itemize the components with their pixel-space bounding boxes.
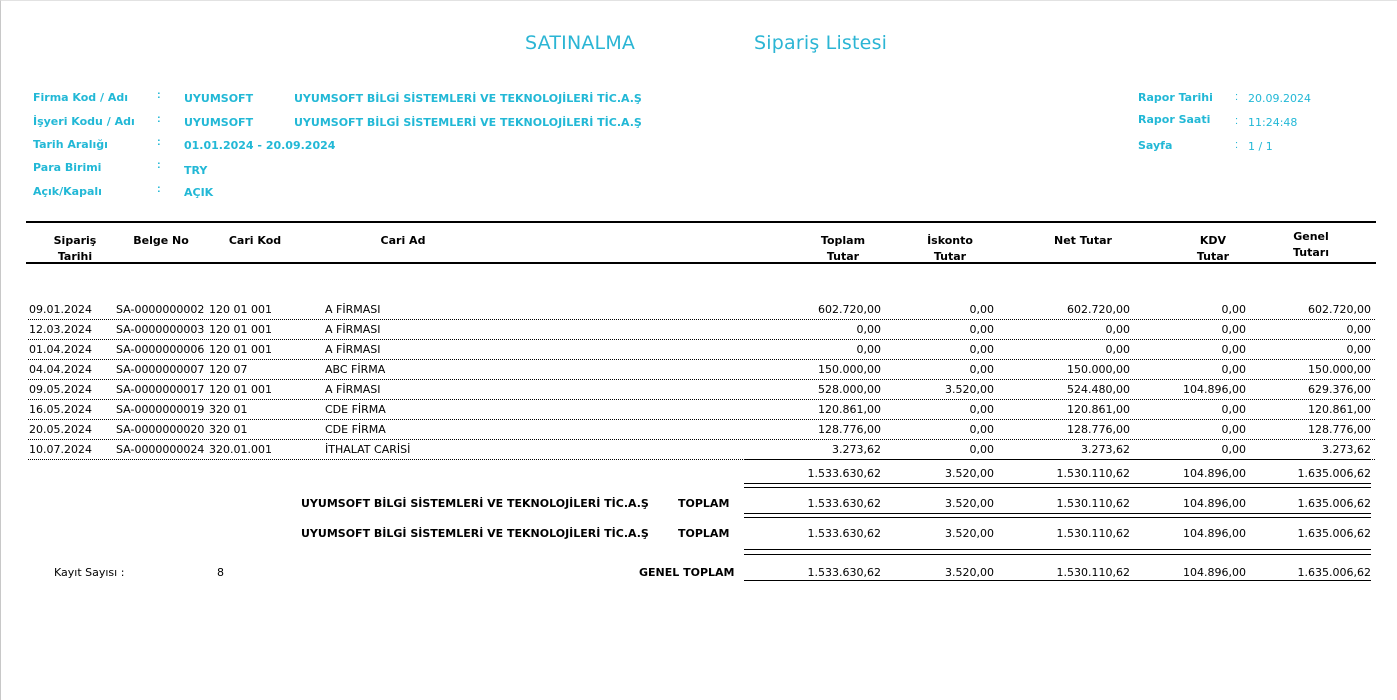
cell-grand: 128.776,00 bbox=[1308, 423, 1371, 436]
workplace-name: UYUMSOFT BİLGİ SİSTEMLERİ VE TEKNOLOJİLERİ TİC.A.Ş bbox=[294, 116, 642, 129]
table-row bbox=[28, 419, 1375, 440]
workplace-total-total: 1.533.630,62 bbox=[807, 527, 881, 540]
cell-code: 120 01 001 bbox=[209, 323, 272, 336]
colon: : bbox=[157, 136, 161, 148]
cell-disc: 0,00 bbox=[969, 323, 994, 336]
status-label: Açık/Kapalı bbox=[33, 185, 102, 198]
colon: : bbox=[157, 89, 161, 101]
company-total-discount: 3.520,00 bbox=[945, 497, 994, 510]
colon: : bbox=[157, 183, 161, 195]
cell-grand: 602.720,00 bbox=[1308, 303, 1371, 316]
cell-doc: SA-0000000020 bbox=[116, 423, 205, 436]
cell-grand: 0,00 bbox=[1346, 323, 1371, 336]
cell-net: 128.776,00 bbox=[1067, 423, 1130, 436]
cell-name: CDE FİRMA bbox=[325, 403, 386, 416]
cell-name: A FİRMASI bbox=[325, 343, 381, 356]
cell-code: 320 01 bbox=[209, 403, 248, 416]
col-discount-line2: Tutar bbox=[933, 250, 967, 263]
cell-code: 120 01 001 bbox=[209, 343, 272, 356]
colon: : bbox=[1235, 115, 1239, 127]
col-kdv-line2: Tutar bbox=[1196, 250, 1230, 263]
subtotal-total: 1.533.630,62 bbox=[807, 467, 881, 480]
cell-code: 120 07 bbox=[209, 363, 248, 376]
cell-doc: SA-0000000007 bbox=[116, 363, 205, 376]
cell-net: 150.000,00 bbox=[1067, 363, 1130, 376]
colon: : bbox=[157, 159, 161, 171]
company-total-grand: 1.635.006,62 bbox=[1297, 497, 1371, 510]
header-bottom-rule bbox=[26, 262, 1376, 264]
colon: : bbox=[1235, 139, 1239, 151]
cell-doc: SA-0000000002 bbox=[116, 303, 205, 316]
cell-net: 3.273,62 bbox=[1081, 443, 1130, 456]
col-discount-line1: İskonto bbox=[927, 234, 973, 247]
cell-kdv: 0,00 bbox=[1221, 323, 1246, 336]
company-total-label: TOPLAM bbox=[678, 497, 730, 510]
cell-date: 20.05.2024 bbox=[29, 423, 92, 436]
company-label: Firma Kod / Adı bbox=[33, 91, 129, 104]
cell-date: 01.04.2024 bbox=[29, 343, 92, 356]
record-count-label: Kayıt Sayısı : bbox=[54, 566, 125, 579]
table-row bbox=[28, 299, 1375, 320]
rule bbox=[744, 554, 1371, 555]
cell-doc: SA-0000000006 bbox=[116, 343, 205, 356]
col-order-date-line1: Sipariş bbox=[53, 234, 97, 247]
cell-total: 120.861,00 bbox=[818, 403, 881, 416]
subtotal-net: 1.530.110,62 bbox=[1056, 467, 1130, 480]
grand-total-label: GENEL TOPLAM bbox=[639, 566, 735, 579]
subtotal-grand: 1.635.006,62 bbox=[1297, 467, 1371, 480]
workplace-total-kdv: 104.896,00 bbox=[1183, 527, 1246, 540]
cell-total: 602.720,00 bbox=[818, 303, 881, 316]
date-range-label: Tarih Aralığı bbox=[33, 138, 108, 151]
cell-disc: 0,00 bbox=[969, 423, 994, 436]
cell-grand: 3.273,62 bbox=[1322, 443, 1371, 456]
date-range-value: 01.01.2024 - 20.09.2024 bbox=[184, 139, 336, 152]
cell-total: 0,00 bbox=[856, 343, 881, 356]
grand-total-kdv: 104.896,00 bbox=[1183, 566, 1246, 579]
table-row bbox=[28, 399, 1375, 420]
currency-label: Para Birimi bbox=[33, 161, 102, 174]
rule bbox=[744, 483, 1371, 484]
cell-code: 120 01 001 bbox=[209, 383, 272, 396]
col-cari-code: Cari Kod bbox=[228, 234, 282, 247]
cell-grand: 150.000,00 bbox=[1308, 363, 1371, 376]
cell-name: CDE FİRMA bbox=[325, 423, 386, 436]
cell-date: 16.05.2024 bbox=[29, 403, 92, 416]
cell-doc: SA-0000000019 bbox=[116, 403, 205, 416]
cell-doc: SA-0000000003 bbox=[116, 323, 205, 336]
col-cari-name: Cari Ad bbox=[380, 234, 426, 247]
rule bbox=[744, 580, 1371, 581]
cell-kdv: 0,00 bbox=[1221, 343, 1246, 356]
col-grand bbox=[1276, 230, 1346, 259]
cell-kdv: 0,00 bbox=[1221, 403, 1246, 416]
table-row bbox=[28, 379, 1375, 400]
cell-date: 09.05.2024 bbox=[29, 383, 92, 396]
cell-date: 12.03.2024 bbox=[29, 323, 92, 336]
report-time-value: 11:24:48 bbox=[1248, 116, 1298, 129]
cell-kdv: 0,00 bbox=[1221, 423, 1246, 436]
col-grand-line2: Tutarı bbox=[1292, 246, 1329, 259]
cell-name: A FİRMASI bbox=[325, 303, 381, 316]
grand-total-discount: 3.520,00 bbox=[945, 566, 994, 579]
col-net: Net Tutar bbox=[1054, 234, 1112, 247]
cell-total: 150.000,00 bbox=[818, 363, 881, 376]
cell-total: 128.776,00 bbox=[818, 423, 881, 436]
rule bbox=[744, 517, 1371, 518]
rule bbox=[744, 549, 1371, 550]
col-total-line1: Toplam bbox=[820, 234, 866, 247]
report-date-value: 20.09.2024 bbox=[1248, 92, 1311, 105]
col-kdv-line1: KDV bbox=[1199, 234, 1227, 247]
col-grand-line1: Genel bbox=[1293, 230, 1329, 243]
grand-total-grand: 1.635.006,62 bbox=[1297, 566, 1371, 579]
company-total-total: 1.533.630,62 bbox=[807, 497, 881, 510]
table-row bbox=[28, 339, 1375, 360]
colon: : bbox=[1235, 91, 1239, 103]
report-module-title: SATINALMA bbox=[525, 32, 636, 54]
page-value: 1 / 1 bbox=[1248, 140, 1273, 153]
header-top-rule bbox=[26, 221, 1376, 223]
col-order-date-line2: Tarihi bbox=[57, 250, 93, 263]
col-total-line2: Tutar bbox=[826, 250, 860, 263]
cell-date: 04.04.2024 bbox=[29, 363, 92, 376]
cell-name: ABC FİRMA bbox=[325, 363, 386, 376]
workplace-total-net: 1.530.110,62 bbox=[1056, 527, 1130, 540]
report-time-label: Rapor Saati bbox=[1138, 113, 1211, 126]
cell-kdv: 0,00 bbox=[1221, 363, 1246, 376]
workplace-total-label: TOPLAM bbox=[678, 527, 730, 540]
cell-name: A FİRMASI bbox=[325, 323, 381, 336]
cell-code: 320.01.001 bbox=[209, 443, 272, 456]
cell-grand: 0,00 bbox=[1346, 343, 1371, 356]
workplace-total-name: UYUMSOFT BİLGİ SİSTEMLERİ VE TEKNOLOJİLERİ TİC.A.Ş bbox=[301, 527, 649, 540]
cell-doc: SA-0000000024 bbox=[116, 443, 205, 456]
grand-total-total: 1.533.630,62 bbox=[807, 566, 881, 579]
table-row bbox=[28, 319, 1375, 340]
cell-date: 10.07.2024 bbox=[29, 443, 92, 456]
cell-date: 09.01.2024 bbox=[29, 303, 92, 316]
cell-total: 528.000,00 bbox=[818, 383, 881, 396]
report-title: Sipariş Listesi bbox=[754, 32, 888, 54]
cell-disc: 3.520,00 bbox=[945, 383, 994, 396]
cell-total: 3.273,62 bbox=[832, 443, 881, 456]
cell-disc: 0,00 bbox=[969, 403, 994, 416]
cell-net: 602.720,00 bbox=[1067, 303, 1130, 316]
cell-kdv: 0,00 bbox=[1221, 303, 1246, 316]
col-kdv bbox=[1178, 234, 1248, 263]
record-count-value: 8 bbox=[217, 566, 224, 579]
table-row bbox=[28, 359, 1375, 380]
cell-disc: 0,00 bbox=[969, 363, 994, 376]
cell-grand: 629.376,00 bbox=[1308, 383, 1371, 396]
cell-total: 0,00 bbox=[856, 323, 881, 336]
col-discount bbox=[915, 234, 985, 263]
cell-disc: 0,00 bbox=[969, 303, 994, 316]
cell-grand: 120.861,00 bbox=[1308, 403, 1371, 416]
cell-doc: SA-0000000017 bbox=[116, 383, 205, 396]
cell-net: 524.480,00 bbox=[1067, 383, 1130, 396]
cell-name: A FİRMASI bbox=[325, 383, 381, 396]
cell-code: 320 01 bbox=[209, 423, 248, 436]
rule bbox=[744, 513, 1371, 514]
workplace-total-grand: 1.635.006,62 bbox=[1297, 527, 1371, 540]
cell-name: İTHALAT CARİSİ bbox=[325, 443, 411, 456]
col-order-date bbox=[45, 234, 105, 263]
colon: : bbox=[157, 113, 161, 125]
cell-net: 0,00 bbox=[1105, 323, 1130, 336]
cell-kdv: 0,00 bbox=[1221, 443, 1246, 456]
cell-net: 120.861,00 bbox=[1067, 403, 1130, 416]
cell-kdv: 104.896,00 bbox=[1183, 383, 1246, 396]
col-doc-no: Belge No bbox=[133, 234, 189, 247]
company-total-name: UYUMSOFT BİLGİ SİSTEMLERİ VE TEKNOLOJİLERİ TİC.A.Ş bbox=[301, 497, 649, 510]
cell-code: 120 01 001 bbox=[209, 303, 272, 316]
table-row bbox=[28, 439, 1375, 460]
workplace-code: UYUMSOFT bbox=[184, 116, 254, 129]
workplace-label: İşyeri Kodu / Adı bbox=[33, 115, 135, 128]
workplace-total-discount: 3.520,00 bbox=[945, 527, 994, 540]
company-code: UYUMSOFT bbox=[184, 92, 254, 105]
currency-value: TRY bbox=[184, 164, 208, 177]
subtotal-discount: 3.520,00 bbox=[945, 467, 994, 480]
subtotal-rule bbox=[744, 459, 1371, 460]
company-total-net: 1.530.110,62 bbox=[1056, 497, 1130, 510]
report-date-label: Rapor Tarihi bbox=[1138, 91, 1213, 104]
col-total bbox=[808, 234, 878, 263]
grand-total-net: 1.530.110,62 bbox=[1056, 566, 1130, 579]
page-label: Sayfa bbox=[1138, 139, 1173, 152]
cell-disc: 0,00 bbox=[969, 443, 994, 456]
subtotal-kdv: 104.896,00 bbox=[1183, 467, 1246, 480]
company-total-kdv: 104.896,00 bbox=[1183, 497, 1246, 510]
rule bbox=[744, 487, 1371, 488]
cell-disc: 0,00 bbox=[969, 343, 994, 356]
status-value: AÇIK bbox=[184, 186, 214, 199]
company-name: UYUMSOFT BİLGİ SİSTEMLERİ VE TEKNOLOJİLERİ TİC.A.Ş bbox=[294, 92, 642, 105]
cell-net: 0,00 bbox=[1105, 343, 1130, 356]
